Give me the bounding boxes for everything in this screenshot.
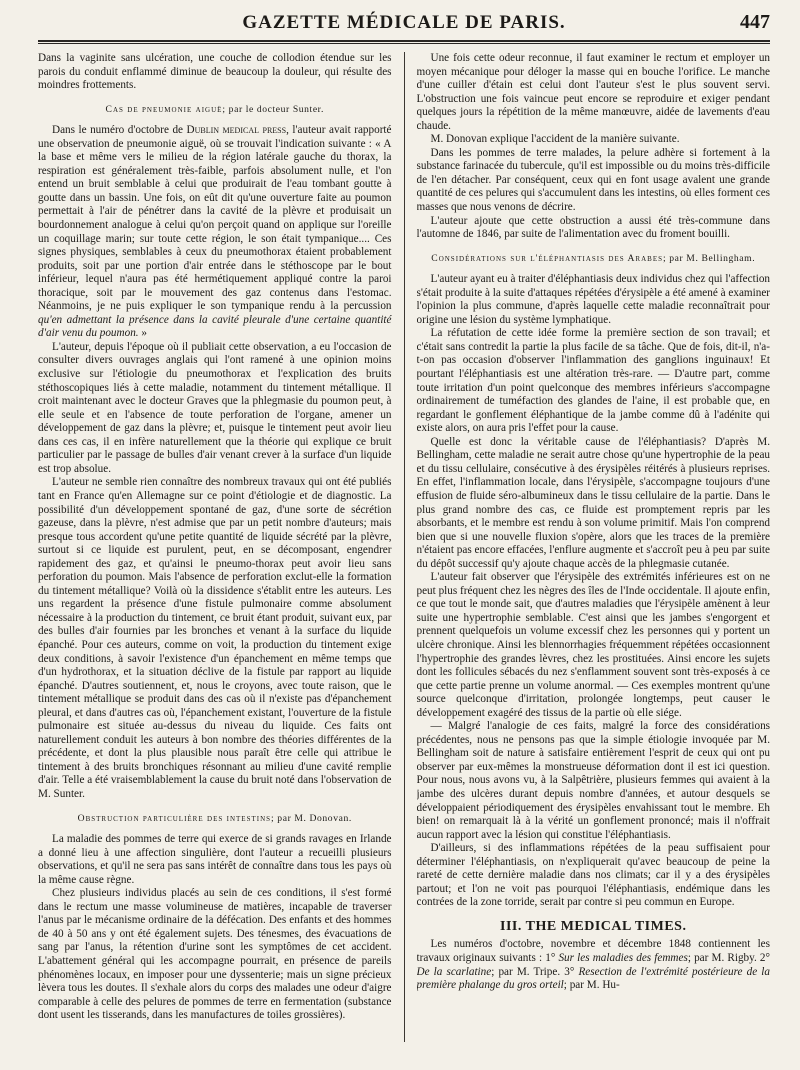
section-title: III. THE MEDICAL TIMES. xyxy=(500,918,687,934)
text-span: ; par M. Hu- xyxy=(563,979,620,992)
article-heading xyxy=(38,103,392,117)
text-span: , l'auteur avait rapporté une observation de pneumonie aiguë, où se trouvait l'indication suivante : « A la base et même vers le milieu de la région latérale gauche du thorax, la respiration est généralement très-faible, parfois absolument nulle, et l'on entend un bruit semblable à celui que produirait de l'eau tombant goutte à goutte dans un bassin. Une fois, on eût dit qu'une ouverture faite au poumon permettait à l'air de pénétrer dans la cavité de la plèvre et produisait un bourdonnement analogue à celui qu'on perçoit quand on applique sur l'oreille un coquillage marin; sur toute cette région, le son était tympanique.... Ces signes physiques, semblables à ceux du pneumothorax étaient probablement produits, soit par une portion d'air entrée dans le stéthoscope par le bout inférieur, lequel n'aura pas été hermétiquement appliqué contre la paroi thoracique, soit par le mouvement des gaz contenus dans l'estomac. Néanmoins, je ne puis expliquer le son tympanique rendu à la percussion xyxy=(38,124,392,313)
paragraph: Quelle est donc la véritable cause de l'éléphantiasis? D'après M. Bellingham, cette maladie ne serait autre chose qu'une hypertrophie de la peau et du tissu cellulaire, consécutive à des érysipèles réitérés à plusieurs reprises. En effet, l'inflammation locale, dans l'érysipèle, s'accompagne toujours d'une effusion de fluide séro-albumineux dans le tissu cellulaire de la partie. Dans le plus grand nombre des cas, ce fluide est promptement repris par les absorbants, et le membre est rendu à son volume primitif. Mais l'on comprend bien que si une nouvelle fluxion s'opère, alors que les traces de la première n'étaient pas encore effacées, l'enflure augmente et s'accroît peu à peu par suite du dépôt successif qu'y ajoute chaque accès de la phlegmasie cutanée. xyxy=(416,435,771,570)
text-span: ; par M. Tripe. 3° xyxy=(491,965,579,978)
article-author: ; par M. Bellingham. xyxy=(663,252,756,264)
paragraph: Chez plusieurs individus placés au sein de ces conditions, il s'est formé dans le rectum une masse volumineuse de matières, incapable de traverser l'anus par le mécanisme ordinaire de la défécation. Des enfants et des hommes de 40 à 50 ans y ont été également sujets. Des ténesmes, des évacuations de sang par l'anus, la rétention d'urine sont les symptômes de cet accident. L'abattement général qui les accompagne pourrait, en présence de pareils phénomènes locaux, en imposer pour une dyssenterie; mais un signe précieux lèvera tous les doutes. Il s'exhale alors du corps des malades une odeur d'aigre comparable à celle des pelures de pommes de terre en fermentation (substance dont usent les tisserands, dans les manufactures de toiles grossières). xyxy=(38,887,392,1022)
text-columns xyxy=(38,52,770,1070)
paragraph: Dans la vaginite sans ulcération, une couche de collodion étendue sur les parois du conduit enflammé diminue de beaucoup la douleur, qui résulte des moindres frottements. xyxy=(38,52,392,92)
right-column xyxy=(417,52,771,1070)
emphasis: De la scarlatine xyxy=(416,965,492,978)
text-span: Dans le numéro d'octobre de xyxy=(52,124,187,137)
text-span: Les numéros d'octobre, novembre et décembre 1848 contiennent les travaux originaux suivants : 1° xyxy=(416,938,771,964)
paragraph: D'ailleurs, si des inflammations répétées de la peau suffisaient pour déterminer l'éléphantiasis, on n'expliquerait qu'avec beaucoup de peine la rareté de cette dernière maladie dans nos climats; car il y a des érysipèles partout; et l'on ne voit pas pourquoi l'éléphantiasis, endémique dans les contrées de la zone torride, serait par contre si peu commun en Europe. xyxy=(416,842,771,909)
article-author: ; par M. Donovan. xyxy=(271,812,352,824)
text-span: ; par M. Rigby. 2° xyxy=(687,952,770,964)
paragraph: L'auteur ayant eu à traiter d'éléphantiasis deux individus chez qui l'affection s'était produite à la suite d'attaques répétées d'érysipèle a été amené à examiner l'opinion la plus commune, d'après laquelle cette maladie reconnaîtrait pour origine une lésion du système lymphatique. xyxy=(416,273,771,326)
column-divider xyxy=(404,52,405,1042)
paragraph: — Malgré l'analogie de ces faits, malgré la force des considérations précédentes, nous ne pensons pas que la simple étiologie invoquée par M. Bellingham soit de nature à satisfaire entièrement l'esprit de ceux qui ont pu observer par eux-mêmes la monstrueuse déformation dont il est ici question. Pour nous, nous avons vu, à la Salpêtrière, plusieurs femmes qui avaient à la jambe des ulcères durant depuis nombre d'années, et autour desquels se développaient périodiquement des érysipèles envahissant tout le membre. Eh bien! on remarquait là à la vérité un gonflement prononcé; mais il n'offrait aucun rapport avec la lésion qui constitue l'éléphantiasis. xyxy=(416,720,771,841)
article-heading xyxy=(38,812,392,826)
article-title: Cas de pneumonie aiguë xyxy=(105,103,223,115)
header-rule-thin xyxy=(38,43,770,44)
left-column xyxy=(38,52,392,1070)
paragraph: Une fois cette odeur reconnue, il faut examiner le rectum et employer un moyen mécanique pour déloger la masse qui en bouche l'orifice. Le manche d'une cuiller d'étain est celui dont l'auteur s'est le plus souvent servi. L'obstruction une fois vaincue peut encore se reproduire et exiger pendant quelques jours la répétition de la même manœuvre, aidée de lavements d'eau chaude. xyxy=(416,52,771,132)
paragraph: L'auteur ne semble rien connaître des nombreux travaux qui ont été publiés tant en France qu'en Allemagne sur ce point d'étiologie et de diagnostic. La possibilité d'un développement spontané de gaz, d'une sorte de sécrétion gazeuse, dans la plèvre, n'est admise que par un petit nombre d'auteurs; mais presque tous accordent qu'une petite quantité de liquide sécrété par la plèvre, surtout si ce liquide est purulent, peut, en se décomposant, engendrer rapidement des gaz, et qu'ainsi le pneumo-thorax peut avoir lieu sans perforation du poumon. Mais l'absence de perforation exclut-elle la formation du tintement métallique? Voilà où la dissidence s'établit entre les auteurs. Les uns regardent la présence d'une fistule pulmonaire comme absolument nécessaire à la production du tintement, ce bruit étant produit, suivant eux, par des bulles d'air fournies par les bronches et venant à la surface du liquide épanché. Pour ces auteurs, comme on voit, la production du tintement exige deux conditions, à savoir l'existence d'un épanchement en même temps que d'un hydrothorax, et la situation déclive de la fistule par rapport au liquide épanché. D'autres soutiennent, et, nous le croyons, avec toute raison, que le tintement métallique se produit dans des cas où il n'existe pas d'épanchement pleural, et dans d'autres cas où, l'épanchement existant, l'ouverture de la fistule pulmonaire est située au-dessus du niveau du liquide. Ces faits ont naturellement conduit les auteurs à bon nombre des théories différentes de la précédente, et dont la plus plausible nous paraît être celle qui attribue le tintement à des bruits bronchiques résonnant au milieu d'une cavité remplie d'air. Telle a été vraisemblablement la cause du bruit noté dans l'observation de M. Sunter. xyxy=(38,476,392,800)
paragraph: La maladie des pommes de terre qui exerce de si grands ravages en Irlande a donné lieu à une affection singulière, dont l'auteur a recueilli plusieurs observations, et qu'il ne sera pas sans intérêt de connaître dans tous les pays où la même cause règne. xyxy=(38,833,392,886)
text-span: » xyxy=(138,327,147,340)
article-heading xyxy=(417,252,771,266)
paragraph: Dans les pommes de terre malades, la pelure adhère si fortement à la substance farinacée du tubercule, qu'il est impossible ou du moins très-difficile de l'en détacher. Par conséquent, ceux qui en font usage avalent une grande quantité de ces pelures qui s'accumulent dans les intestins, où elles forment ces masses que nous venons de décrire. xyxy=(416,146,771,214)
paragraph xyxy=(417,938,771,992)
emphasis: Sur les maladies des femmes xyxy=(558,952,688,964)
journal-title: GAZETTE MÉDICALE DE PARIS. xyxy=(242,12,566,33)
masthead xyxy=(38,0,770,38)
paragraph: La réfutation de cette idée forme la première section de son travail; et c'était sans contredit la partie la plus facile de sa tâche. Que de fois, dit-il, n'a-t-on pas occasion d'observer l'inflammation des ganglions inguinaux! Et pourtant l'éléphantiasis est une altération très-rare. — D'autre part, comme toute irritation d'un point quelconque des membres inférieurs s'accompagne ordinairement de tuméfaction des glandes de l'aine, il est probable que, en regardant le gonflement éléphantique de la jambe comme dû à l'adénite qui existe alors, on aura pris l'effet pour la cause. xyxy=(416,327,771,435)
paragraph xyxy=(38,124,392,341)
paragraph: L'auteur fait observer que l'érysipèle des extrémités inférieures est on ne peut plus fréquent chez les nègres des îles de l'Inde occidentale. Il ajoute enfin, ce que tout le monde sait, que d'autres maladies que l'érysipèle amènent à leur suite une hypertrophie semblable. C'est ainsi que les jambes s'engorgent et prennent quelquefois un volume excessif chez les personnes qui y portent un ulcère chronique. Ainsi les blennorrhagies fréquemment répétées occasionnent l'hypertrophie des grandes lèvres, chez les prostituées. Ainsi encore les sujets dont les follicules sébacés du nez s'enflamment souvent sont très-exposés à ce que cette partie prenne un volume anormal. — Ces exemples montrent qu'une source quelconque d'irritation, prolongée longtemps, peut causer le développement exagéré des tissus de la partie où elle siége. xyxy=(416,571,771,719)
article-title: Obstruction particulière des intestins xyxy=(77,812,272,824)
paragraph: L'auteur, depuis l'époque où il publiait cette observation, a eu l'occasion de consulter divers ouvrages anglais qui l'ont ramené à une opinion moins exclusive sur l'étiologie du pneumothorax et l'explication des bruits stéthoscopiques liés à cette maladie, notamment du tintement métallique. Il croit maintenant avec le docteur Graves que la phlegmasie du poumon peut, à elle seule et en l'absence de toute perforation de l'organe, amener un développement de gaz dans la plèvre; et, puisque le tintement peut avoir lieu dans ces cas, il en infère naturellement que la théorie qui explique ce bruit particulier par le passage de bulles d'air venant crever à la surface d'un liquide est trop absolue. xyxy=(38,340,392,475)
emphasis: Resection de l'extrémité postérieure de la première phalange du gros orteil xyxy=(416,965,771,992)
paragraph: L'auteur ajoute que cette obstruction a aussi été très-commune dans l'automne de 1846, par suite de l'alimentation avec du froment bouilli. xyxy=(416,214,771,241)
journal-name: Dublin medical press xyxy=(186,124,287,137)
article-author: ; par le docteur Sunter. xyxy=(222,103,324,115)
paragraph: M. Donovan explique l'accident de la manière suivante. xyxy=(430,133,680,146)
header-rule xyxy=(38,40,770,42)
article-title: Considérations sur l'éléphantiasis des Arabes xyxy=(431,252,663,264)
page-number: 447 xyxy=(740,11,770,33)
emphasis: qu'en admettant la présence dans la cavité pleurale d'une certaine quantité d'air venu du poumon. xyxy=(38,313,392,340)
